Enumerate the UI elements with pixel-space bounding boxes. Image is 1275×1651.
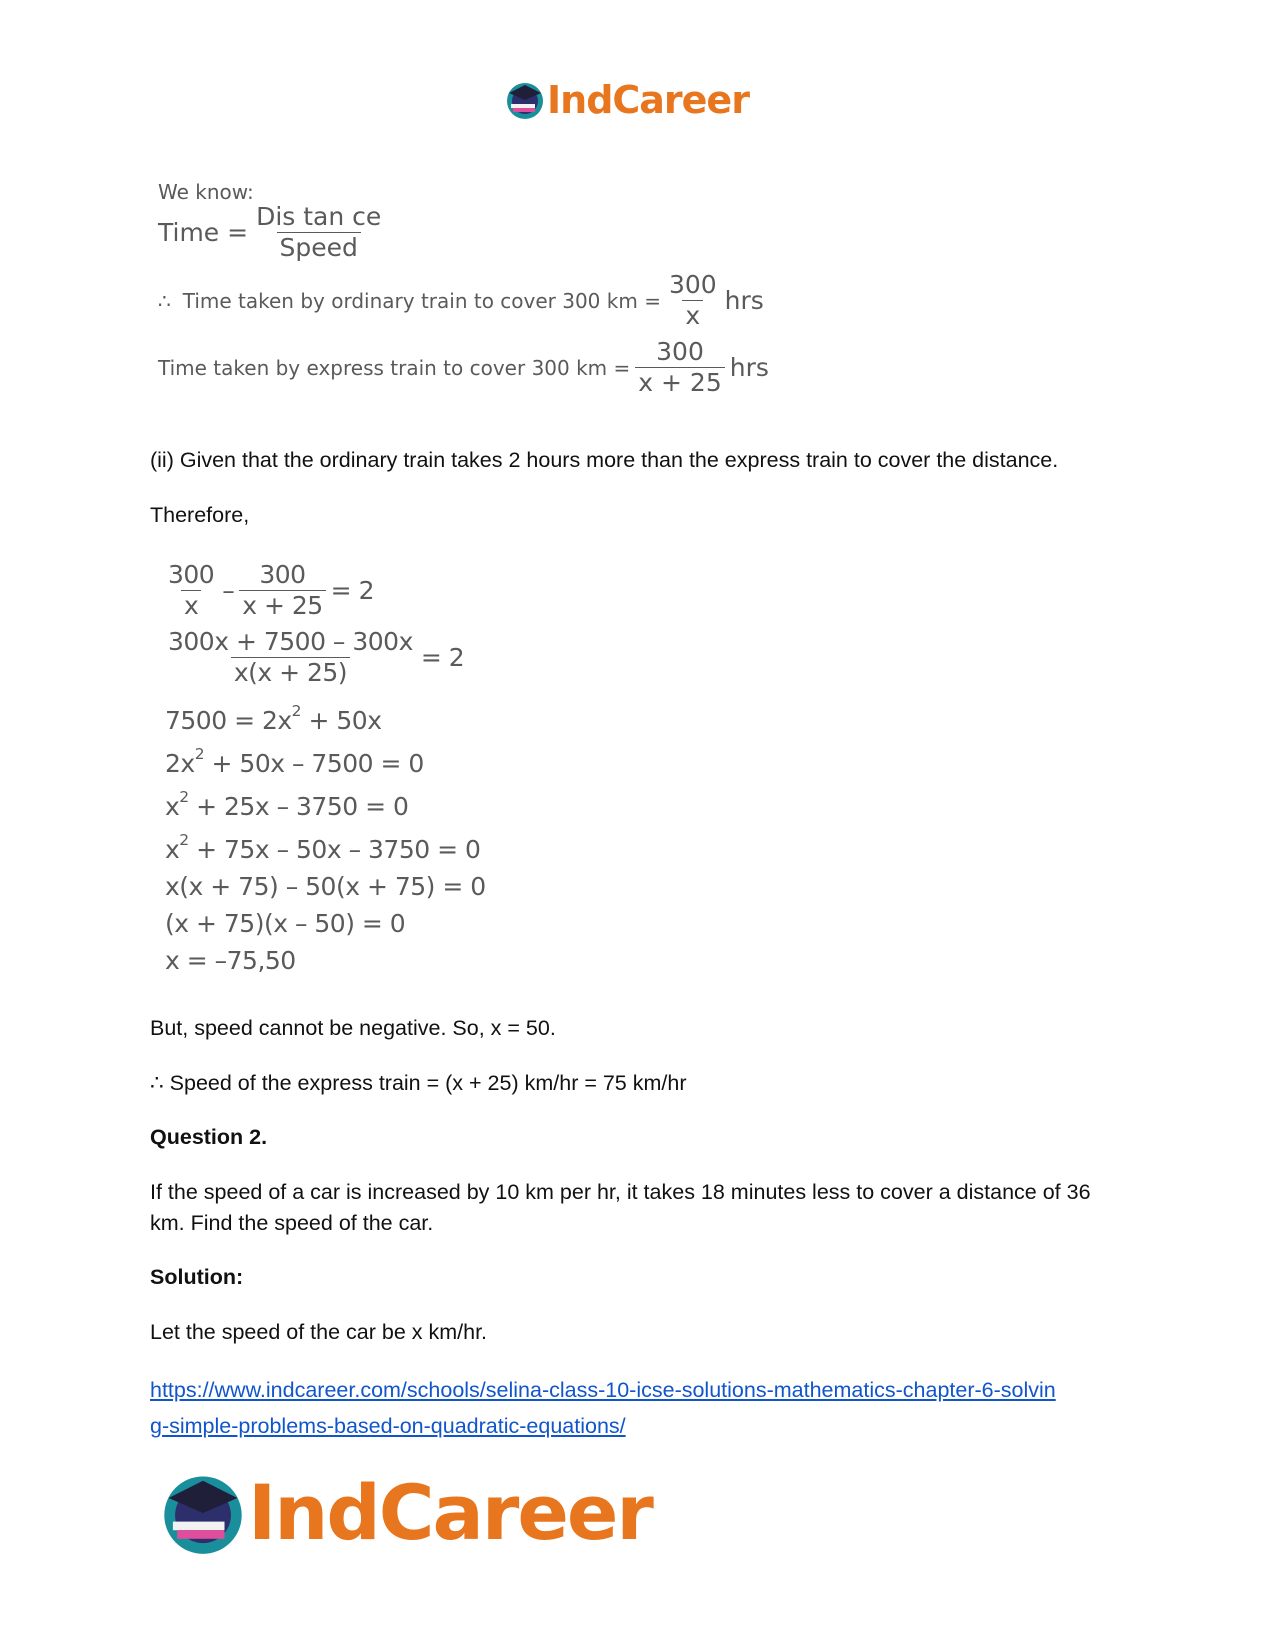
formula-image-time	[158, 180, 798, 420]
equation-line-2	[160, 627, 464, 688]
ordinary-hrs: hrs	[724, 286, 764, 315]
eq4-part-b: + 50x – 7500 = 0	[211, 749, 424, 778]
equation-line-6	[165, 831, 481, 864]
equation-line-3	[165, 702, 382, 735]
footer-logo	[160, 1468, 652, 1557]
ordinary-fraction	[666, 270, 720, 331]
equation-line-1	[160, 560, 374, 621]
eq6-exponent: 2	[179, 831, 189, 850]
time-numerator: Dis tan ce	[256, 202, 382, 231]
logo-text: IndCareer	[547, 78, 749, 122]
eq6-part-b: + 75x – 50x – 3750 = 0	[196, 835, 481, 864]
source-link-line-1[interactable]: https://www.indcareer.com/schools/selina-class-10-icse-solutions-mathematics-chapter-6-solvin	[150, 1378, 1056, 1402]
eq2-equals: = 2	[420, 643, 465, 672]
eq3-part-b: + 50x	[308, 706, 382, 735]
time-label: Time =	[158, 218, 249, 247]
footer-logo-text: IndCareer	[248, 1468, 652, 1557]
express-denominator: x + 25	[635, 367, 724, 398]
express-fraction	[635, 337, 724, 398]
express-train-line	[158, 337, 769, 398]
eq1-denominator-1: x	[181, 590, 201, 621]
equation-line-7	[165, 872, 486, 901]
eq2-denominator: x(x + 25)	[231, 657, 350, 688]
ordinary-text: Time taken by ordinary train to cover 300 km =	[182, 288, 661, 313]
negative-speed-paragraph: But, speed cannot be negative. So, x = 50.	[150, 1016, 556, 1040]
we-know-line	[158, 180, 254, 204]
therefore-symbol: ∴	[158, 288, 171, 313]
question-heading: Question 2.	[150, 1125, 268, 1149]
express-text: Time taken by express train to cover 300 km =	[158, 355, 631, 380]
eq3-exponent: 2	[291, 702, 302, 721]
given-paragraph: (ii) Given that the ordinary train takes 2 hours more than the express train to cover the distance.	[150, 448, 1059, 472]
equation-line-9	[165, 946, 296, 975]
eq1-numerator-1: 300	[168, 560, 215, 589]
equation-solution-image	[160, 560, 490, 1000]
express-speed-paragraph: ∴ Speed of the express train = (x + 25) km/hr = 75 km/hr	[150, 1071, 687, 1095]
eq7-text: x(x + 75) – 50(x + 75) = 0	[165, 872, 486, 901]
eq1-denominator-2: x + 25	[239, 590, 325, 621]
question-text: If the speed of a car is increased by 10 km per hr, it takes 18 minutes less to cover a distance of 36 km. Find the speed of the car.	[150, 1180, 1091, 1235]
eq8-text: (x + 75)(x – 50) = 0	[165, 909, 406, 938]
source-link[interactable]	[150, 1372, 1130, 1444]
eq1-equals: = 2	[330, 576, 374, 605]
solution-text: Let the speed of the car be x km/hr.	[150, 1320, 488, 1344]
equation-line-4	[165, 745, 424, 778]
therefore-paragraph: Therefore,	[150, 503, 250, 527]
eq5-part-b: + 25x – 3750 = 0	[196, 792, 409, 821]
express-hrs: hrs	[729, 353, 769, 382]
eq6-part-a: x	[165, 835, 180, 864]
eq2-numerator: 300x + 7500 – 300x	[168, 627, 413, 656]
time-fraction	[253, 202, 384, 263]
ordinary-denominator: x	[682, 300, 703, 331]
eq9-text: x = –75,50	[165, 946, 296, 975]
eq3-part-a: 7500 = 2x	[165, 706, 292, 735]
solution-heading: Solution:	[150, 1265, 244, 1289]
ordinary-numerator: 300	[668, 270, 717, 299]
eq5-exponent: 2	[179, 788, 189, 807]
eq1-numerator-2: 300	[259, 560, 306, 589]
express-numerator: 300	[656, 337, 704, 366]
ordinary-train-line	[158, 270, 764, 331]
equation-line-8	[165, 909, 405, 938]
eq4-exponent: 2	[194, 745, 205, 764]
eq1-minus: –	[222, 576, 235, 605]
graduation-cap-emblem-icon	[505, 80, 545, 120]
time-formula-line	[158, 202, 389, 263]
header-logo	[505, 78, 749, 122]
eq4-part-a: 2x	[165, 749, 195, 778]
time-denominator: Speed	[277, 232, 361, 263]
eq5-part-a: x	[165, 792, 180, 821]
source-link-line-2[interactable]: g-simple-problems-based-on-quadratic-equations/	[150, 1414, 626, 1438]
graduation-cap-emblem-icon	[160, 1470, 246, 1556]
we-know-label: We know:	[158, 180, 254, 204]
equation-line-5	[165, 788, 409, 821]
